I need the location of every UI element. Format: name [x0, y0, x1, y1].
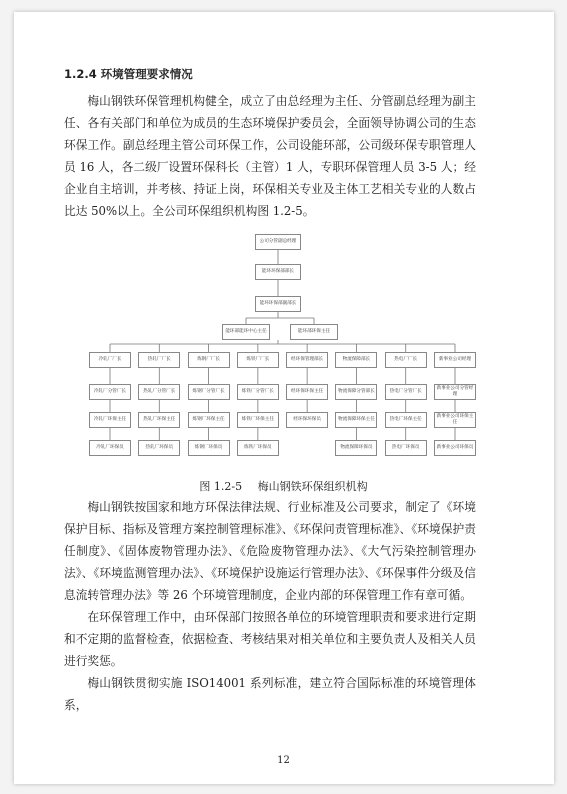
org-box-unit: 新事业公司经理 — [434, 352, 476, 368]
org-box-unit: 热电厂环保主任 — [385, 412, 427, 428]
org-box-unit: 经环保管理部长 — [286, 352, 328, 368]
org-box-unit: 冷轧厂环保主任 — [89, 412, 131, 428]
org-chart — [80, 232, 490, 464]
paragraph-1: 梅山钢铁环保管理机构健全，成立了由总经理为主任、分管副总经理为副主任、各有关部门和单位为成员的生态环境保护委员会，全面领导协调公司的生态环保工作。副总经理主管公司环保工作，公司设能环部，公司级环保专职管理人员 16 人，各二级厂设置环保科长（主管）1 人，专职环保管理人员 3-5 人；经企业自主培训，并考核、持证上岗，环保相关专业及主体工艺相关专业的人数占比达 50%以上。全公司环保组织机构图 1.2-5。 — [64, 94, 476, 218]
figure-title: 梅山钢铁环保组织机构 — [257, 480, 368, 493]
org-box-unit: 炼铁厂厂长 — [237, 352, 279, 368]
org-box-unit: 热轧厂环保员 — [138, 440, 180, 456]
org-box-unit: 热轧厂厂长 — [138, 352, 180, 368]
org-box-level2: 能环环保部部长 — [255, 264, 301, 280]
org-box-level3: 能环环保部副部长 — [255, 296, 301, 312]
org-box-top: 公司分管副总经理 — [255, 234, 301, 250]
org-box-unit: 物流保障环保主任 — [335, 412, 377, 428]
org-box-unit: 热轧厂环保主任 — [138, 412, 180, 428]
org-box-unit: 炼铁厂环保员 — [237, 440, 279, 456]
org-box-unit: 冷轧厂环保员 — [89, 440, 131, 456]
org-box-unit: 热电厂厂长 — [385, 352, 427, 368]
figure-number: 图 1.2-5 — [199, 480, 243, 493]
paragraph-3: 在环保管理工作中，由环保部门按照各单位的环境管理职责和要求进行定期和不定期的监督检查，依据检查、考核结果对相关单位和主要负责人及相关人员进行奖惩。 — [64, 610, 476, 668]
org-box-unit: 热电厂分管厂长 — [385, 384, 427, 400]
section-upper — [64, 66, 476, 222]
section-lower — [64, 496, 476, 716]
org-box-unit: 经环保环保主任 — [286, 384, 328, 400]
org-box-unit: 热电厂环保员 — [385, 440, 427, 456]
org-box-level4-right: 能环部环保主任 — [290, 324, 338, 340]
org-box-unit: 新事业公司分管经理 — [434, 384, 476, 400]
org-box-level4-left: 能环部能环中心主任 — [222, 324, 270, 340]
org-box-unit: 物流保障环保员 — [335, 440, 377, 456]
org-box-unit: 炼钢厂分管厂长 — [188, 384, 230, 400]
org-box-unit: 炼铁厂分管厂长 — [237, 384, 279, 400]
org-box-unit: 热轧厂分管厂长 — [138, 384, 180, 400]
org-box-unit: 炼铁厂环保主任 — [237, 412, 279, 428]
org-box-unit: 炼钢厂环保员 — [188, 440, 230, 456]
org-box-unit: 炼钢厂环保主任 — [188, 412, 230, 428]
page-number: 12 — [277, 755, 290, 766]
org-box-unit: 冷轧厂分管厂长 — [89, 384, 131, 400]
section-heading: 1.2.4 环境管理要求情况 — [64, 67, 193, 81]
org-box-unit: 炼钢厂厂长 — [188, 352, 230, 368]
org-box-unit: 物流保障分管部长 — [335, 384, 377, 400]
org-box-unit: 物流保障部长 — [335, 352, 377, 368]
org-box-unit: 经环保环保员 — [286, 412, 328, 428]
paragraph-2: 梅山钢铁按国家和地方环保法律法规、行业标准及公司要求，制定了《环境保护目标、指标及管理方案控制管理标准》、《环保问责管理标准》、《环境保护责任制度》、《固体废物管理办法》、《危险废物管理办法》、《大气污染控制管理办法》、《环境监测管理办法》、《环境保护设施运行管理办法》、《环保事件分级及信息流转管理办法》等 26 个环境管理制度，企业内部的环保管理工作有章可循。 — [64, 500, 476, 602]
org-box-unit: 新事业公司环保主任 — [434, 412, 476, 428]
org-box-unit: 冷轧厂厂长 — [89, 352, 131, 368]
paragraph-4: 梅山钢铁贯彻实施 ISO14001 系列标准，建立符合国际标准的环境管理体系， — [64, 676, 476, 712]
figure-caption — [0, 478, 567, 494]
org-box-unit: 新事业公司环保员 — [434, 440, 476, 456]
